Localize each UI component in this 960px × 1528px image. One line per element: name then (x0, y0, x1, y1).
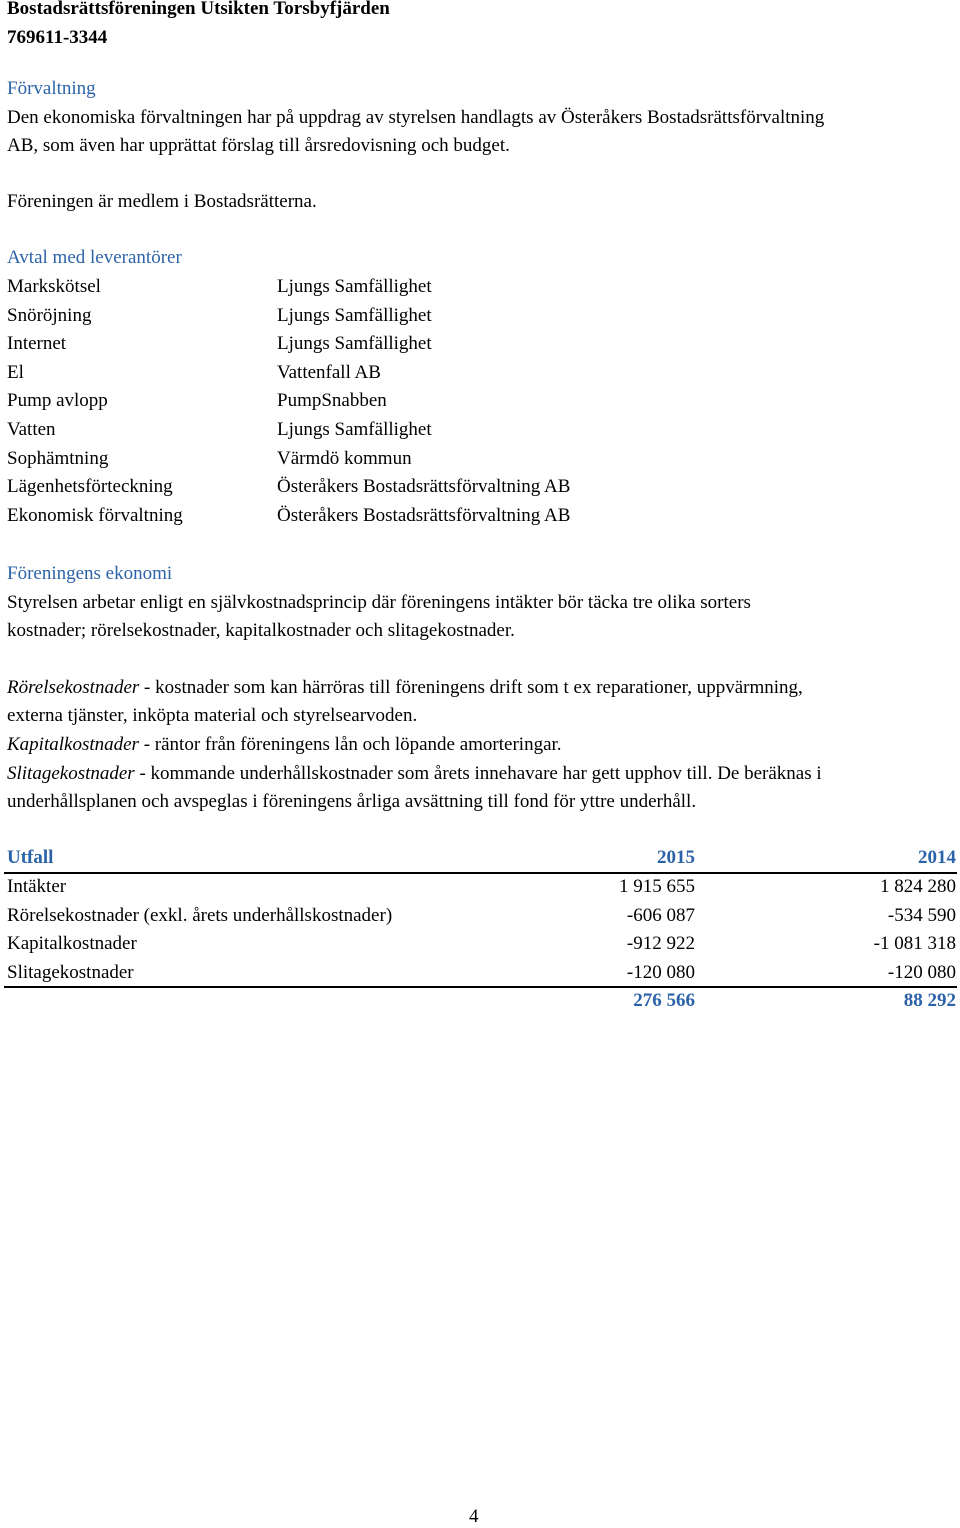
header-divider (4, 872, 957, 874)
supplier-row (7, 447, 907, 475)
supplier-table (7, 275, 907, 535)
results-row (7, 904, 957, 933)
slitagekostnader-text: - kommande underhållskostnader som årets innehavare har gett upphov till. De beräknas i (134, 763, 822, 784)
supplier-provider: Värmdö kommun (277, 447, 412, 469)
supplier-provider: Österåkers Bostadsrättsförvaltning AB (277, 476, 571, 498)
membership-text: Föreningen är medlem i Bostadsrätterna. (7, 191, 317, 212)
results-row-label: Kapitalkostnader (7, 933, 137, 955)
supplier-service: Lägenhetsförteckning (7, 476, 173, 498)
total-2015: 276 566 (633, 990, 695, 1011)
results-value-2015: -912 922 (626, 933, 695, 955)
results-heading: Utfall (7, 847, 54, 868)
section-heading-suppliers: Avtal med leverantörer (7, 247, 182, 268)
results-row-label: Intäkter (7, 876, 67, 897)
supplier-provider: Vattenfall AB (277, 361, 381, 383)
forvaltning-paragraph-line-1: Den ekonomiska förvaltningen har på uppdrag av styrelsen handlagts av Österåkers Bostadsrättsförvaltning (7, 107, 825, 128)
results-row-label: Rörelsekostnader (exkl. årets underhållskostnader) (7, 904, 393, 926)
supplier-provider: Österåkers Bostadsrättsförvaltning AB (277, 504, 571, 526)
supplier-row (7, 304, 907, 332)
rorelsekostnader-term: Rörelsekostnader (7, 677, 140, 698)
results-value-2014: -1 081 318 (873, 933, 956, 955)
supplier-service: El (7, 361, 24, 383)
supplier-row (7, 504, 907, 532)
supplier-service: Sophämtning (7, 447, 109, 469)
supplier-service: Vatten (7, 419, 56, 440)
results-body (7, 875, 957, 991)
results-value-2015: -120 080 (626, 961, 695, 983)
supplier-service: Markskötsel (7, 276, 101, 297)
slitagekostnader-term: Slitagekostnader (7, 763, 135, 784)
supplier-row (7, 361, 907, 389)
results-row-label: Slitagekostnader (7, 961, 134, 983)
supplier-service: Ekonomisk förvaltning (7, 504, 183, 526)
results-row (7, 932, 957, 961)
ekonomi-intro-line-2: kostnader; rörelsekostnader, kapitalkostnader och slitagekostnader. (7, 620, 515, 641)
supplier-service: Pump avlopp (7, 390, 108, 412)
forvaltning-paragraph-line-2: AB, som även har upprättat förslag till årsredovisning och budget. (7, 135, 510, 156)
organization-number: 769611-3344 (7, 27, 108, 48)
rorelsekostnader-text: - kostnader som kan härröras till föreningens drift som t ex reparationer, uppvärmning, (139, 677, 803, 698)
supplier-provider: Ljungs Samfällighet (277, 276, 432, 297)
total-divider (4, 986, 957, 988)
supplier-provider: Ljungs Samfällighet (277, 304, 432, 326)
kapitalkostnader-text: - räntor från föreningens lån och löpande amorteringar. (138, 734, 562, 755)
results-value-2014: 1 824 280 (880, 876, 956, 897)
section-heading-forvaltning: Förvaltning (7, 78, 96, 99)
supplier-row (7, 275, 907, 303)
slitagekostnader-definition-line-1 (7, 762, 822, 786)
organization-name: Bostadsrättsföreningen Utsikten Torsbyfjärden (7, 0, 390, 19)
results-total-row (7, 989, 957, 1018)
rorelsekostnader-definition-line-1 (7, 676, 803, 700)
results-header-row (7, 846, 957, 875)
kapitalkostnader-definition (7, 733, 562, 757)
supplier-row (7, 389, 907, 417)
slitagekostnader-definition-line-2: underhållsplanen och avspeglas i föreningens årliga avsättning till fond för yttre underhåll. (7, 791, 697, 812)
rorelsekostnader-definition-line-2: externa tjänster, inköpta material och styrelsearvoden. (7, 705, 418, 726)
supplier-service: Internet (7, 333, 67, 355)
results-value-2014: -120 080 (887, 961, 956, 983)
kapitalkostnader-term: Kapitalkostnader (7, 734, 139, 755)
supplier-service: Snöröjning (7, 304, 92, 326)
total-2014: 88 292 (903, 990, 956, 1011)
supplier-row (7, 332, 907, 360)
results-col-2015-header: 2015 (657, 847, 695, 868)
page-number: 4 (469, 1506, 479, 1527)
results-value-2015: -606 087 (626, 904, 695, 926)
supplier-provider: PumpSnabben (277, 390, 387, 412)
supplier-provider: Ljungs Samfällighet (277, 419, 432, 440)
supplier-row (7, 418, 907, 446)
results-value-2014: -534 590 (887, 904, 956, 926)
ekonomi-intro-line-1: Styrelsen arbetar enligt en självkostnadsprincip där föreningens intäkter bör täcka tre olika sorters (7, 592, 751, 613)
results-row (7, 875, 957, 904)
supplier-row (7, 475, 907, 503)
results-col-2014-header: 2014 (918, 847, 956, 868)
section-heading-ekonomi: Föreningens ekonomi (7, 563, 173, 584)
supplier-provider: Ljungs Samfällighet (277, 333, 432, 355)
results-value-2015: 1 915 655 (619, 876, 695, 897)
